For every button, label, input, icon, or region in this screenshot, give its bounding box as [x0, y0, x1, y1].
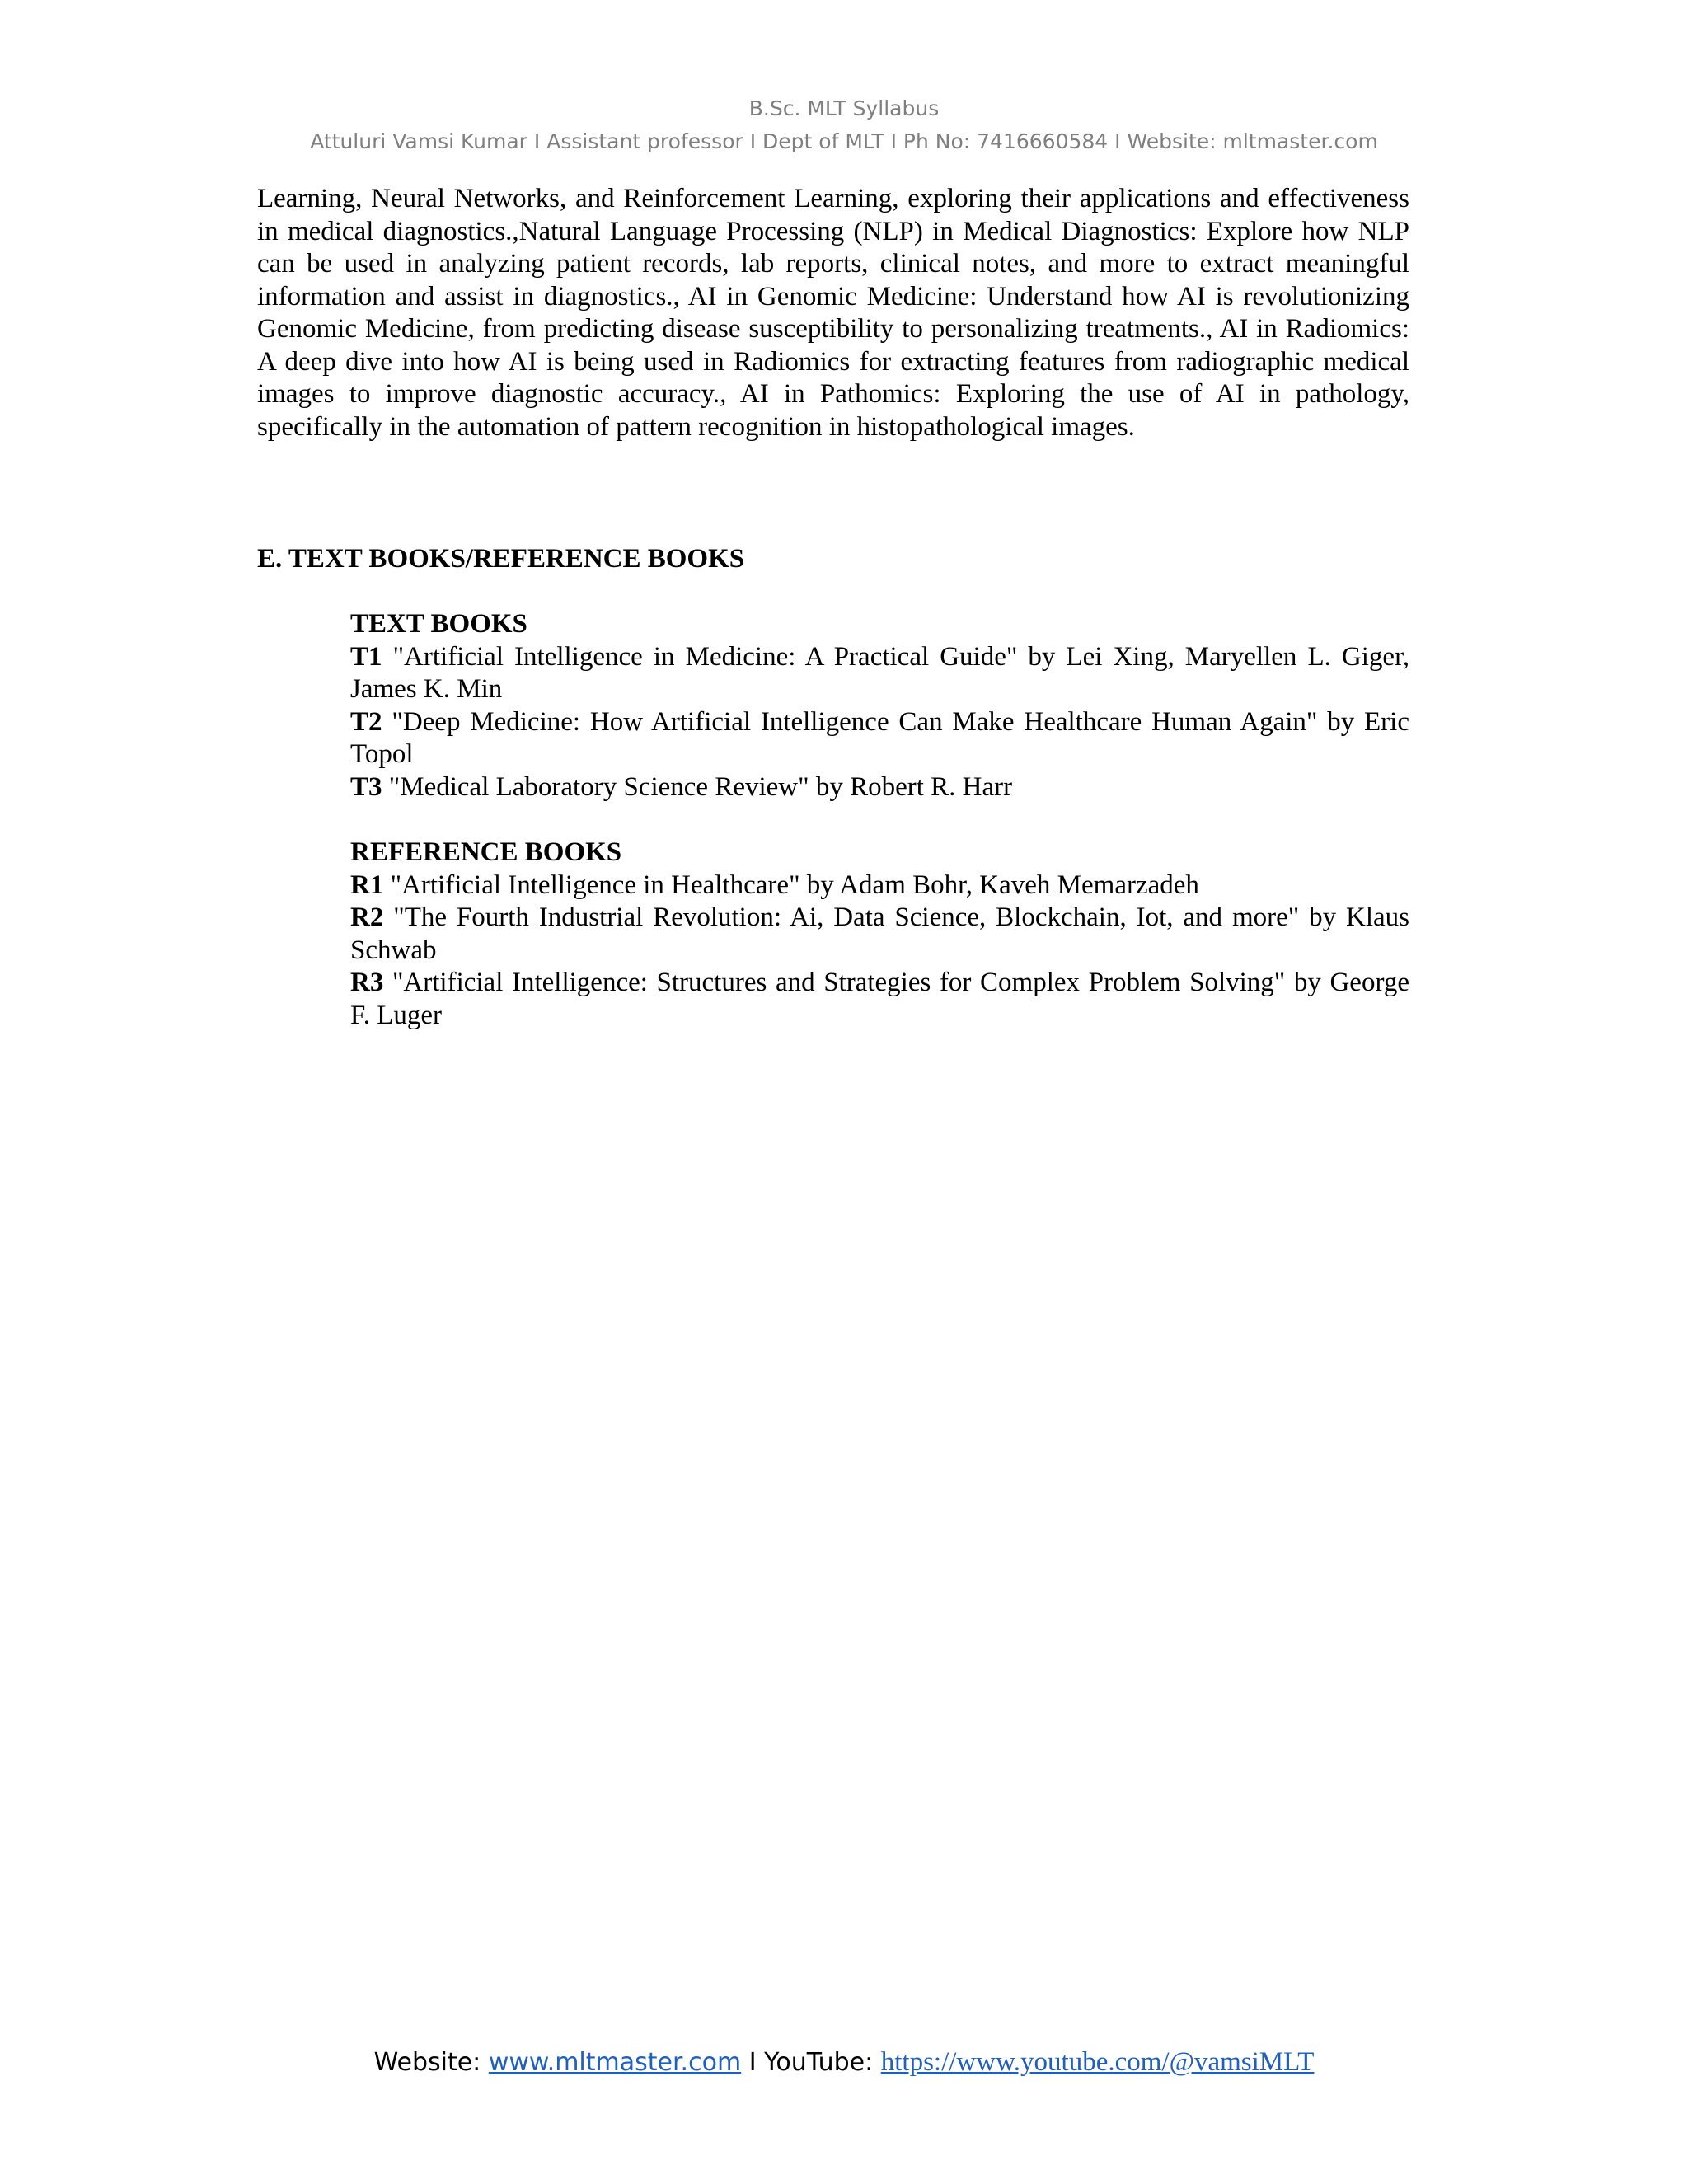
- book-code: T2: [350, 706, 382, 737]
- book-code: T1: [350, 641, 382, 672]
- page-header: [0, 92, 1688, 158]
- book-entry-t3: [350, 771, 1409, 804]
- book-entry-t2: [350, 706, 1409, 771]
- book-entry-r3: [350, 967, 1409, 1032]
- footer-website-label: Website:: [373, 2048, 489, 2077]
- book-code: R2: [350, 902, 384, 932]
- book-title: "Artificial Intelligence in Medicine: A Practical Guide" by Lei Xing, Maryellen L. Giger, James K. Min: [350, 641, 1409, 704]
- reference-books-list: [350, 837, 1409, 1032]
- book-title: "The Fourth Industrial Revolution: Ai, Data Science, Blockchain, Iot, and more" by Klaus Schwab: [350, 902, 1409, 965]
- reference-books-heading: REFERENCE BOOKS: [350, 837, 622, 867]
- website-link[interactable]: www.mltmaster.com: [488, 2048, 742, 2077]
- book-entry-r2: [350, 902, 1409, 967]
- book-title: "Artificial Intelligence in Healthcare" by Adam Bohr, Kaveh Memarzadeh: [383, 869, 1199, 900]
- book-entry-r1: [350, 869, 1409, 902]
- text-books-list: [350, 608, 1409, 804]
- book-title: "Artificial Intelligence: Structures and Strategies for Complex Problem Solving" by George F. Luger: [350, 968, 1409, 1030]
- book-code: R3: [350, 968, 384, 997]
- text-books-heading: TEXT BOOKS: [350, 609, 528, 639]
- section-heading-books: E. TEXT BOOKS/REFERENCE BOOKS: [257, 544, 745, 574]
- header-title: B.Sc. MLT Syllabus: [748, 96, 940, 120]
- book-code: R1: [350, 869, 384, 900]
- book-code: T3: [350, 771, 382, 802]
- page-footer: [0, 2044, 1688, 2081]
- book-title: "Deep Medicine: How Artificial Intelligence Can Make Healthcare Human Again" by Eric Topol: [350, 706, 1409, 769]
- youtube-link[interactable]: https://www.youtube.com/@vamsiMLT: [880, 2047, 1315, 2077]
- footer-separator: I YouTube:: [741, 2048, 881, 2077]
- book-title: "Medical Laboratory Science Review" by Robert R. Harr: [382, 771, 1013, 802]
- header-author-info: Attuluri Vamsi Kumar I Assistant professor I Dept of MLT I Ph No: 7416660584 I Website: mltmaster.com: [310, 129, 1378, 153]
- book-entry-t1: [350, 641, 1409, 706]
- syllabus-paragraph: Learning, Neural Networks, and Reinforcement Learning, exploring their applications and effectiveness in medical diagnostics.,Natural Language Processing (NLP) in Medical Diagnostics: Explore how NLP can be used in analyzing patient records, lab reports, clinical notes, and more to extract meaningful information and assist in diagnostics., AI in Genomic Medicine: Understand how AI is revolutionizing Genomic Medicine, from predicting disease susceptibility to personalizing treatments., AI in Radiomics: A deep dive into how AI is being used in Radiomics for extracting features from radiographic medical images to improve diagnostic accuracy., AI in Pathomics: Exploring the use of AI in pathology, specifically in the automation of pattern recognition in histopathological images.: [257, 184, 1409, 442]
